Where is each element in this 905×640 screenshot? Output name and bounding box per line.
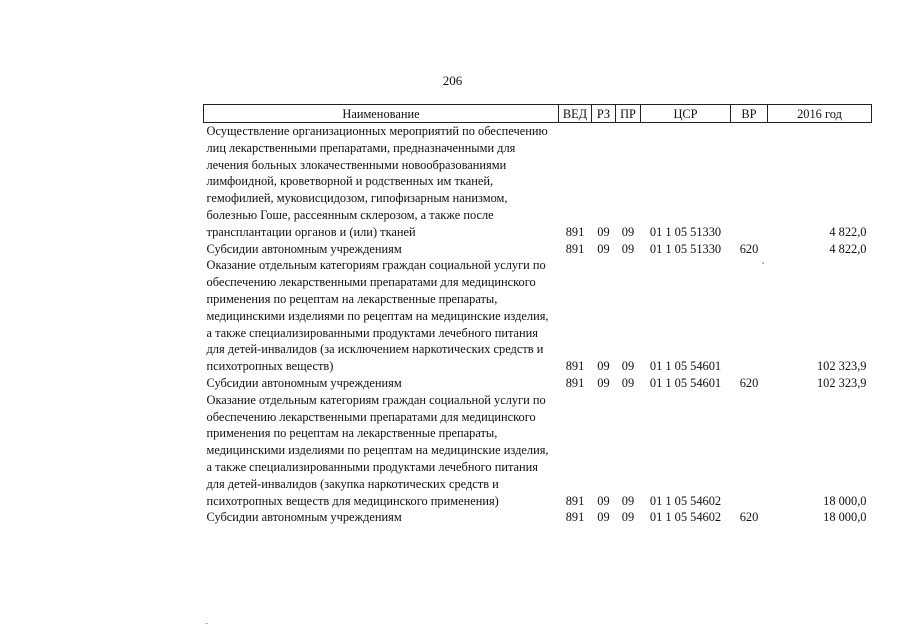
row-sum: 18 000,0: [823, 493, 867, 508]
scan-mark: [205, 623, 208, 624]
header-name: Наименование: [204, 105, 559, 123]
row-name: Субсидии автономным учреждениям: [206, 241, 402, 256]
row-vr: 620: [739, 510, 759, 525]
row-pr: 09: [621, 510, 635, 525]
row-pr: 09: [621, 224, 635, 239]
row-csr: 01 1 05 54601: [649, 359, 722, 374]
header-vr: ВР: [731, 105, 768, 123]
page-number: 206: [442, 73, 463, 88]
table-row: [204, 509, 872, 526]
row-name: Субсидии автономным учреждениям: [206, 510, 402, 525]
row-rz: 09: [597, 224, 610, 239]
table-row: [204, 257, 872, 375]
row-name: Осуществление организационных мероприятий по обеспечению лиц лекарственными препаратами, предназначенными для лечения больных злокачественными новообразованиями лимфоидной, кроветворной и родственных им тканей, гемофилией, муковисцидозом, гипофизарным нанизмом, болезнью Гоше, рассеянным склерозом, а также после трансплантации органов и (или) тканей: [206, 124, 548, 239]
row-pr: 09: [621, 241, 635, 256]
row-csr: 01 1 05 51330: [649, 241, 722, 256]
table-row: [204, 123, 872, 241]
row-vr: 620: [739, 375, 759, 390]
row-name: Субсидии автономным учреждениям: [206, 375, 402, 390]
row-ved: 891: [565, 359, 585, 374]
row-sum: 102 323,9: [816, 359, 867, 374]
row-vr: [731, 257, 768, 375]
row-vr: [731, 392, 768, 510]
budget-table-container: [203, 104, 871, 526]
row-rz: 09: [597, 493, 610, 508]
row-sum: 18 000,0: [823, 510, 867, 525]
row-rz: 09: [597, 359, 610, 374]
row-csr: 01 1 05 51330: [649, 224, 722, 239]
row-ved: 891: [565, 224, 585, 239]
row-pr: 09: [621, 493, 635, 508]
row-sum: 4 822,0: [829, 224, 867, 239]
header-year: 2016 год: [768, 105, 872, 123]
scan-mark: [762, 262, 764, 264]
row-vr: 620: [739, 241, 759, 256]
row-csr: 01 1 05 54602: [649, 493, 722, 508]
row-csr: 01 1 05 54602: [649, 510, 722, 525]
table-row: [204, 375, 872, 392]
header-pr: ПР: [616, 105, 641, 123]
row-sum: 102 323,9: [816, 375, 867, 390]
header-csr: ЦСР: [641, 105, 731, 123]
table-header-row: [204, 105, 872, 123]
table-row: [204, 241, 872, 258]
row-pr: 09: [621, 359, 635, 374]
row-ved: 891: [565, 375, 585, 390]
row-sum: 4 822,0: [829, 241, 867, 256]
header-rz: РЗ: [592, 105, 616, 123]
row-ved: 891: [565, 493, 585, 508]
header-ved: ВЕД: [559, 105, 592, 123]
row-ved: 891: [565, 241, 585, 256]
budget-table: [203, 104, 872, 526]
row-name: Оказание отдельным категориям граждан социальной услуги по обеспечению лекарственными препаратами для медицинского применения по рецептам на лекарственные препараты, медицинскими изделиями по рецептам на медицинские изделия, а также специализированными продуктами лечебного питания для детей-инвалидов (за исключением наркотических средств и психотропных веществ): [206, 258, 549, 374]
row-rz: 09: [597, 375, 610, 390]
row-name: Оказание отдельным категориям граждан социальной услуги по обеспечению лекарственными препаратами для медицинского применения по рецептам на лекарственные препараты, медицинскими изделиями по рецептам на медицинские изделия, а также специализированными продуктами лечебного питания для детей-инвалидов (закупка наркотических средств и психотропных веществ для медицинского применения): [206, 392, 549, 508]
row-csr: 01 1 05 54601: [649, 375, 722, 390]
row-pr: 09: [621, 375, 635, 390]
row-ved: 891: [565, 510, 585, 525]
table-row: [204, 392, 872, 510]
row-vr: [731, 123, 768, 241]
row-rz: 09: [597, 510, 610, 525]
row-rz: 09: [597, 241, 610, 256]
